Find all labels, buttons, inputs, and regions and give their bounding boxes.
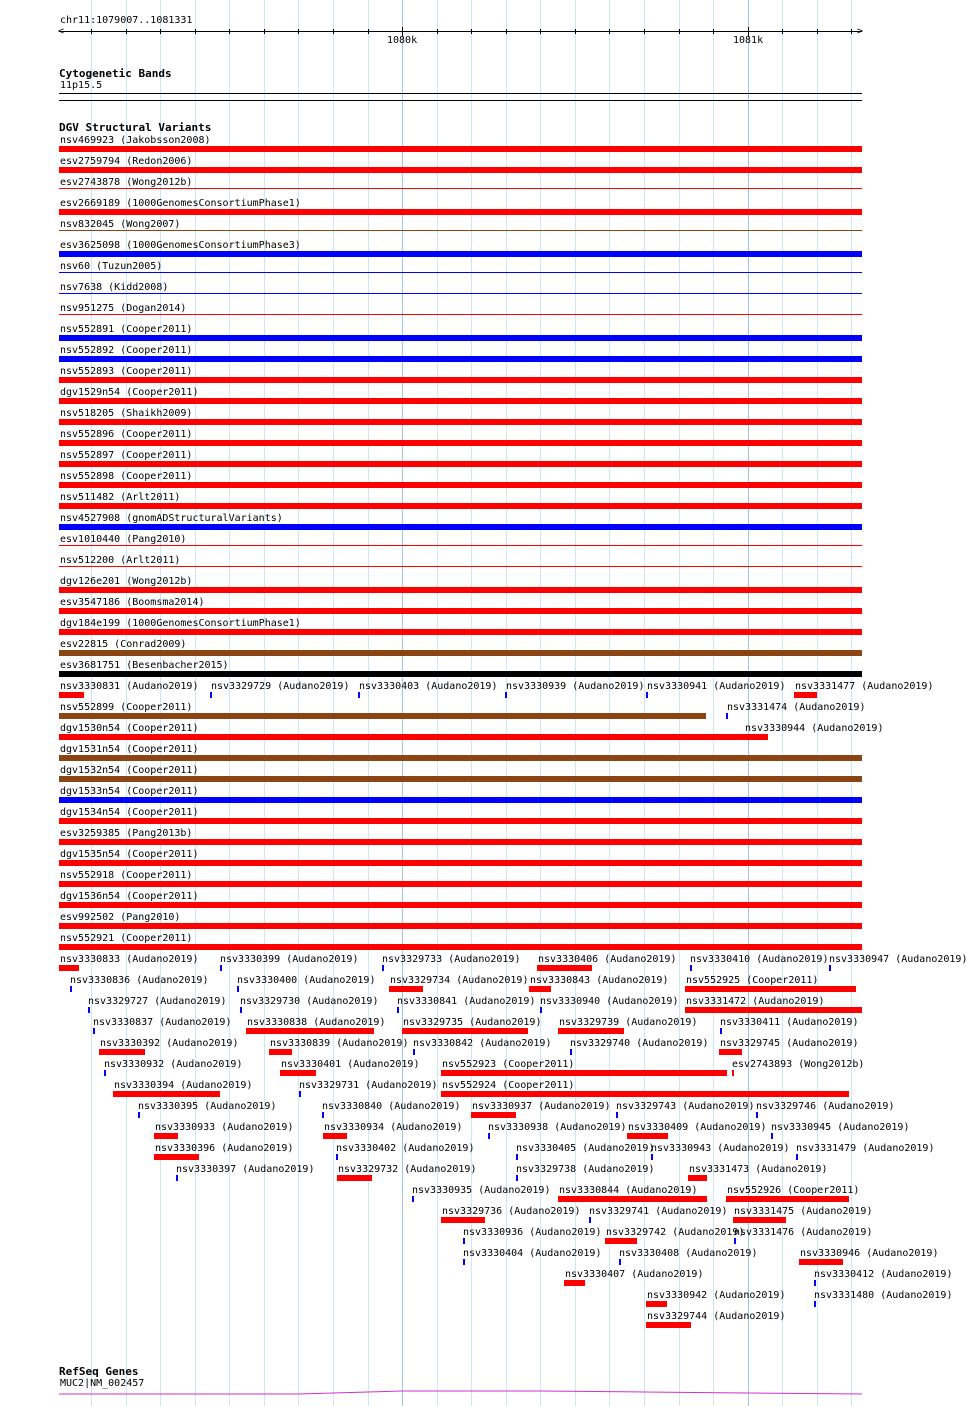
variant-label: nsv3329732 (Audano2019) xyxy=(338,1164,477,1175)
variant-label: nsv3330407 (Audano2019) xyxy=(565,1269,704,1280)
variant-label: dgv1532n54 (Cooper2011) xyxy=(60,765,199,776)
ruler-tick xyxy=(437,29,438,34)
variant-bar[interactable] xyxy=(59,356,862,362)
variant-bar[interactable] xyxy=(299,1091,301,1097)
variant-label: esv22815 (Conrad2009) xyxy=(60,639,187,650)
ruler-tick xyxy=(713,29,714,34)
variant-bar[interactable] xyxy=(59,692,84,698)
variant-bar[interactable] xyxy=(627,1133,668,1139)
variant-bar[interactable] xyxy=(59,650,862,656)
ruler-tick xyxy=(575,29,576,34)
variant-label: nsv3330833 (Audano2019) xyxy=(60,954,199,965)
variant-bar[interactable] xyxy=(646,1322,691,1328)
variant-bar[interactable] xyxy=(651,1154,653,1160)
variant-label: nsv3330402 (Audano2019) xyxy=(336,1143,475,1154)
variant-bar[interactable] xyxy=(59,440,862,446)
variant-bar[interactable] xyxy=(59,965,79,971)
variant-label: nsv3330831 (Audano2019) xyxy=(60,681,199,692)
ruler-tick xyxy=(471,29,472,34)
variant-label: nsv552923 (Cooper2011) xyxy=(442,1059,575,1070)
ruler-tick xyxy=(264,29,265,34)
variant-label: esv2669189 (1000GenomesConsortiumPhase1) xyxy=(60,198,301,209)
variant-label: nsv552898 (Cooper2011) xyxy=(60,471,193,482)
ruler-tick xyxy=(782,29,783,34)
variant-label: nsv3330408 (Audano2019) xyxy=(619,1248,758,1259)
variant-label: nsv3330412 (Audano2019) xyxy=(814,1269,953,1280)
variant-bar[interactable] xyxy=(570,1049,572,1055)
variant-label: nsv552921 (Cooper2011) xyxy=(60,933,193,944)
variant-label: nsv3330405 (Audano2019) xyxy=(516,1143,655,1154)
variant-bar[interactable] xyxy=(154,1154,199,1160)
variant-bar[interactable] xyxy=(564,1280,585,1286)
gene-line xyxy=(59,1391,862,1394)
variant-label: esv1010440 (Pang2010) xyxy=(60,534,187,545)
refseq-track-title: RefSeq Genes xyxy=(59,1365,139,1378)
variant-label: nsv832045 (Wong2007) xyxy=(60,219,181,230)
variant-label: nsv3330937 (Audano2019) xyxy=(472,1101,611,1112)
variant-label: esv992502 (Pang2010) xyxy=(60,912,181,923)
variant-bar[interactable] xyxy=(733,1217,786,1223)
variant-label: esv3547186 (Boomsma2014) xyxy=(60,597,205,608)
variant-bar[interactable] xyxy=(113,1091,220,1097)
variant-bar[interactable] xyxy=(246,1028,374,1034)
variant-bar[interactable] xyxy=(488,1133,490,1139)
variant-bar[interactable] xyxy=(794,692,817,698)
variant-bar[interactable] xyxy=(646,692,648,698)
variant-bar[interactable] xyxy=(59,608,862,614)
variant-bar[interactable] xyxy=(402,1028,528,1034)
variant-label: nsv3329729 (Audano2019) xyxy=(211,681,350,692)
variant-bar[interactable] xyxy=(389,986,423,992)
ruler-tick-label: 1080k xyxy=(387,35,418,46)
variant-bar[interactable] xyxy=(529,986,551,992)
variant-bar[interactable] xyxy=(441,1091,849,1097)
variant-bar[interactable] xyxy=(93,1028,95,1034)
variant-label: nsv3330394 (Audano2019) xyxy=(114,1080,253,1091)
variant-bar[interactable] xyxy=(505,692,507,698)
variant-label: nsv3330838 (Audano2019) xyxy=(247,1017,386,1028)
variant-bar[interactable] xyxy=(796,1154,798,1160)
variant-label: nsv552897 (Cooper2011) xyxy=(60,450,193,461)
variant-label: nsv469923 (Jakobsson2008) xyxy=(60,135,211,146)
ruler-tick xyxy=(298,29,299,34)
refseq-gene-label: MUC2|NM_002457 xyxy=(60,1378,145,1389)
variant-label: nsv3331479 (Audano2019) xyxy=(796,1143,935,1154)
cytoband-label: 11p15.5 xyxy=(60,80,103,91)
ruler-tick xyxy=(506,29,507,34)
variant-label: nsv3329735 (Audano2019) xyxy=(403,1017,542,1028)
ruler-tick xyxy=(540,29,541,34)
variant-bar[interactable] xyxy=(154,1133,178,1139)
variant-bar[interactable] xyxy=(59,839,862,845)
variant-label: nsv3330409 (Audano2019) xyxy=(628,1122,767,1133)
refseq-gene-line[interactable] xyxy=(0,1386,890,1398)
variant-bar[interactable] xyxy=(59,881,862,887)
variant-label: esv2743893 (Wong2012b) xyxy=(732,1059,865,1070)
variant-bar[interactable] xyxy=(471,1112,516,1118)
variant-bar[interactable] xyxy=(732,1070,734,1076)
variant-label: nsv3330406 (Audano2019) xyxy=(538,954,677,965)
variant-label: dgv1534n54 (Cooper2011) xyxy=(60,807,199,818)
variant-bar[interactable] xyxy=(88,1007,90,1013)
variant-label: nsv3331477 (Audano2019) xyxy=(795,681,934,692)
variant-bar[interactable] xyxy=(59,398,862,404)
variant-label: nsv552899 (Cooper2011) xyxy=(60,702,193,713)
variant-label: nsv511482 (Arlt2011) xyxy=(60,492,181,503)
ruler-arrow-right-icon: > xyxy=(857,26,864,37)
ruler-tick-label: 1081k xyxy=(733,35,764,46)
variant-bar[interactable] xyxy=(322,1112,324,1118)
variant-label: nsv3329746 (Audano2019) xyxy=(756,1101,895,1112)
variant-bar[interactable] xyxy=(744,734,768,740)
ruler-tick xyxy=(817,29,818,34)
variant-label: dgv1531n54 (Cooper2011) xyxy=(60,744,199,755)
variant-bar[interactable] xyxy=(720,1028,722,1034)
variant-bar[interactable] xyxy=(771,1133,773,1139)
variant-bar[interactable] xyxy=(558,1196,707,1202)
variant-label: esv3625098 (1000GenomesConsortiumPhase3) xyxy=(60,240,301,251)
variant-label: nsv552891 (Cooper2011) xyxy=(60,324,193,335)
variant-bar[interactable] xyxy=(59,944,862,950)
variant-label: nsv3330397 (Audano2019) xyxy=(176,1164,315,1175)
variant-label: nsv3329744 (Audano2019) xyxy=(647,1311,786,1322)
variant-label: nsv3330395 (Audano2019) xyxy=(138,1101,277,1112)
variant-bar[interactable] xyxy=(616,1112,618,1118)
variant-label: nsv3329741 (Audano2019) xyxy=(589,1206,728,1217)
variant-label: nsv3330837 (Audano2019) xyxy=(93,1017,232,1028)
cytoband-band[interactable] xyxy=(59,93,862,94)
variant-bar[interactable] xyxy=(59,524,862,530)
variant-bar[interactable] xyxy=(413,1049,415,1055)
variant-bar[interactable] xyxy=(589,1217,591,1223)
variant-label: nsv552896 (Cooper2011) xyxy=(60,429,193,440)
variant-bar[interactable] xyxy=(70,986,72,992)
variant-bar[interactable] xyxy=(59,629,862,635)
variant-label: nsv3330947 (Audano2019) xyxy=(829,954,967,965)
variant-bar[interactable] xyxy=(688,1175,707,1181)
variant-label: nsv3331473 (Audano2019) xyxy=(689,1164,828,1175)
variant-label: nsv3330945 (Audano2019) xyxy=(771,1122,910,1133)
variant-label: esv2743878 (Wong2012b) xyxy=(60,177,193,188)
variant-label: nsv3329738 (Audano2019) xyxy=(516,1164,655,1175)
ruler-tick xyxy=(679,29,680,34)
variant-bar[interactable] xyxy=(59,671,862,677)
ruler-tick xyxy=(644,29,645,34)
ruler-tick xyxy=(229,29,230,34)
variant-label: nsv3330399 (Audano2019) xyxy=(220,954,359,965)
variant-bar[interactable] xyxy=(59,797,862,803)
variant-label: nsv3329736 (Audano2019) xyxy=(442,1206,581,1217)
variant-bar[interactable] xyxy=(269,1049,292,1055)
variant-label: nsv3330932 (Audano2019) xyxy=(104,1059,243,1070)
variant-bar[interactable] xyxy=(59,503,862,509)
variant-label: nsv3330936 (Audano2019) xyxy=(463,1227,602,1238)
variant-bar[interactable] xyxy=(138,1112,140,1118)
variant-label: nsv3329731 (Audano2019) xyxy=(299,1080,438,1091)
variant-bar[interactable] xyxy=(323,1133,347,1139)
variant-label: nsv3329727 (Audano2019) xyxy=(88,996,227,1007)
variant-label: nsv3330400 (Audano2019) xyxy=(237,975,376,986)
variant-bar[interactable] xyxy=(726,713,728,719)
variant-bar[interactable] xyxy=(59,188,862,189)
variant-label: dgv1536n54 (Cooper2011) xyxy=(60,891,199,902)
variant-bar[interactable] xyxy=(537,965,592,971)
ruler-tick xyxy=(609,29,610,34)
variant-bar[interactable] xyxy=(558,1028,624,1034)
variant-label: nsv3330396 (Audano2019) xyxy=(155,1143,294,1154)
variant-label: nsv3330940 (Audano2019) xyxy=(540,996,679,1007)
variant-bar[interactable] xyxy=(829,965,831,971)
variant-bar[interactable] xyxy=(59,587,862,593)
variant-bar[interactable] xyxy=(59,335,862,341)
variant-label: dgv126e201 (Wong2012b) xyxy=(60,576,193,587)
variant-label: nsv3331475 (Audano2019) xyxy=(734,1206,873,1217)
variant-bar[interactable] xyxy=(734,1238,736,1244)
ruler-tick xyxy=(195,29,196,34)
variant-label: nsv3330938 (Audano2019) xyxy=(488,1122,627,1133)
variant-bar[interactable] xyxy=(59,272,862,273)
variant-bar[interactable] xyxy=(59,902,862,908)
variant-bar[interactable] xyxy=(59,314,862,315)
variant-label: nsv3330411 (Audano2019) xyxy=(720,1017,859,1028)
variant-label: nsv512200 (Arlt2011) xyxy=(60,555,181,566)
variant-bar[interactable] xyxy=(685,1007,862,1013)
variant-bar[interactable] xyxy=(397,1007,399,1013)
variant-label: dgv1530n54 (Cooper2011) xyxy=(60,723,199,734)
variant-bar[interactable] xyxy=(358,692,360,698)
variant-label: nsv3330939 (Audano2019) xyxy=(506,681,645,692)
variant-label: nsv3330401 (Audano2019) xyxy=(281,1059,420,1070)
variant-label: nsv3330841 (Audano2019) xyxy=(397,996,536,1007)
variant-label: dgv1533n54 (Cooper2011) xyxy=(60,786,199,797)
variant-label: dgv1529n54 (Cooper2011) xyxy=(60,387,199,398)
variant-label: nsv3330946 (Audano2019) xyxy=(800,1248,939,1259)
variant-label: nsv3329745 (Audano2019) xyxy=(720,1038,859,1049)
variant-label: nsv3331480 (Audano2019) xyxy=(814,1290,953,1301)
variant-bar[interactable] xyxy=(463,1238,465,1244)
variant-bar[interactable] xyxy=(619,1259,621,1265)
variant-bar[interactable] xyxy=(412,1196,414,1202)
variant-bar[interactable] xyxy=(59,818,862,824)
variant-bar[interactable] xyxy=(59,293,862,294)
variant-bar[interactable] xyxy=(59,566,862,567)
variant-bar[interactable] xyxy=(59,776,862,782)
variant-bar[interactable] xyxy=(99,1049,145,1055)
variant-label: nsv552918 (Cooper2011) xyxy=(60,870,193,881)
variant-bar[interactable] xyxy=(280,1070,316,1076)
variant-bar[interactable] xyxy=(690,965,692,971)
variant-bar[interactable] xyxy=(59,482,862,488)
ruler-tick xyxy=(368,29,369,34)
ruler-tick xyxy=(333,29,334,34)
variant-bar[interactable] xyxy=(59,251,862,257)
variant-label: nsv3331476 (Audano2019) xyxy=(734,1227,873,1238)
variant-bar[interactable] xyxy=(756,1112,758,1118)
variant-label: nsv3330934 (Audano2019) xyxy=(324,1122,463,1133)
variant-label: dgv1535n54 (Cooper2011) xyxy=(60,849,199,860)
variant-bar[interactable] xyxy=(59,734,744,740)
ruler-line xyxy=(59,31,862,32)
variant-label: nsv3329733 (Audano2019) xyxy=(382,954,521,965)
variant-label: dgv184e199 (1000GenomesConsortiumPhase1) xyxy=(60,618,301,629)
variant-bar[interactable] xyxy=(59,545,862,546)
variant-label: nsv3330839 (Audano2019) xyxy=(270,1038,409,1049)
variant-label: nsv3329734 (Audano2019) xyxy=(390,975,529,986)
variant-bar[interactable] xyxy=(441,1070,727,1076)
variant-bar[interactable] xyxy=(176,1175,178,1181)
variant-label: nsv3330933 (Audano2019) xyxy=(155,1122,294,1133)
variant-label: esv3259385 (Pang2013b) xyxy=(60,828,193,839)
variant-label: nsv3330404 (Audano2019) xyxy=(463,1248,602,1259)
variant-bar[interactable] xyxy=(104,1070,106,1076)
variant-bar[interactable] xyxy=(726,1196,849,1202)
variant-label: nsv3330935 (Audano2019) xyxy=(412,1185,551,1196)
variant-label: nsv3330942 (Audano2019) xyxy=(647,1290,786,1301)
variant-bar[interactable] xyxy=(59,377,862,383)
ruler-tick xyxy=(851,29,852,34)
variant-bar[interactable] xyxy=(59,461,862,467)
dgv-track-title: DGV Structural Variants xyxy=(59,121,212,134)
variant-bar[interactable] xyxy=(240,1007,242,1013)
variant-bar[interactable] xyxy=(646,1301,667,1307)
variant-label: nsv3331472 (Audano2019) xyxy=(686,996,825,1007)
variant-bar[interactable] xyxy=(441,1217,485,1223)
variant-label: nsv4527908 (gnomADStructuralVariants) xyxy=(60,513,283,524)
ruler-tick xyxy=(126,29,127,34)
location-label: chr11:1079007..1081331 xyxy=(60,15,193,26)
variant-bar[interactable] xyxy=(516,1154,518,1160)
variant-label: nsv3330843 (Audano2019) xyxy=(530,975,669,986)
cytoband-track-title: Cytogenetic Bands xyxy=(59,67,172,80)
variant-bar[interactable] xyxy=(59,713,706,719)
variant-bar[interactable] xyxy=(605,1238,637,1244)
variant-label: nsv3330943 (Audano2019) xyxy=(651,1143,790,1154)
variant-bar[interactable] xyxy=(382,965,384,971)
variant-bar[interactable] xyxy=(799,1259,843,1265)
variant-label: esv2759794 (Redon2006) xyxy=(60,156,193,167)
variant-label: nsv3330410 (Audano2019) xyxy=(690,954,829,965)
variant-label: nsv3329739 (Audano2019) xyxy=(559,1017,698,1028)
variant-bar[interactable] xyxy=(516,1175,518,1181)
variant-bar[interactable] xyxy=(719,1049,742,1055)
variant-bar[interactable] xyxy=(59,167,862,173)
variant-label: nsv3330840 (Audano2019) xyxy=(322,1101,461,1112)
ruler-arrow-left-icon: < xyxy=(58,26,65,37)
variant-bar[interactable] xyxy=(337,1175,372,1181)
variant-bar[interactable] xyxy=(59,230,862,231)
variant-label: nsv552926 (Cooper2011) xyxy=(727,1185,860,1196)
variant-label: nsv3330392 (Audano2019) xyxy=(100,1038,239,1049)
variant-label: nsv3329730 (Audano2019) xyxy=(240,996,379,1007)
variant-label: nsv3330944 (Audano2019) xyxy=(745,723,884,734)
variant-label: nsv552924 (Cooper2011) xyxy=(442,1080,575,1091)
variant-label: nsv3331474 (Audano2019) xyxy=(727,702,866,713)
variant-label: nsv951275 (Dogan2014) xyxy=(60,303,187,314)
variant-label: nsv3330403 (Audano2019) xyxy=(359,681,498,692)
variant-label: nsv3330842 (Audano2019) xyxy=(413,1038,552,1049)
variant-label: nsv3329743 (Audano2019) xyxy=(616,1101,755,1112)
variant-label: nsv3329742 (Audano2019) xyxy=(606,1227,745,1238)
variant-label: nsv552893 (Cooper2011) xyxy=(60,366,193,377)
variant-label: nsv7638 (Kidd2008) xyxy=(60,282,169,293)
variant-label: nsv552892 (Cooper2011) xyxy=(60,345,193,356)
variant-bar[interactable] xyxy=(59,209,862,215)
variant-label: nsv3330836 (Audano2019) xyxy=(70,975,209,986)
track-separator xyxy=(59,100,862,101)
variant-bar[interactable] xyxy=(220,965,222,971)
variant-bar[interactable] xyxy=(237,986,239,992)
variant-bar[interactable] xyxy=(210,692,212,698)
variant-bar[interactable] xyxy=(336,1154,338,1160)
variant-bar[interactable] xyxy=(59,860,862,866)
variant-label: nsv3329740 (Audano2019) xyxy=(570,1038,709,1049)
variant-bar[interactable] xyxy=(814,1301,816,1307)
variant-bar[interactable] xyxy=(814,1280,816,1286)
ruler-tick xyxy=(160,29,161,34)
ruler-tick xyxy=(91,29,92,34)
variant-label: nsv552925 (Cooper2011) xyxy=(686,975,819,986)
variant-bar[interactable] xyxy=(685,986,856,992)
variant-bar[interactable] xyxy=(59,923,862,929)
variant-label: nsv3330844 (Audano2019) xyxy=(559,1185,698,1196)
variant-bar[interactable] xyxy=(59,419,862,425)
variant-bar[interactable] xyxy=(59,755,862,761)
variant-label: nsv60 (Tuzun2005) xyxy=(60,261,163,272)
variant-bar[interactable] xyxy=(540,1007,542,1013)
variant-bar[interactable] xyxy=(463,1259,465,1265)
variant-label: esv3681751 (Besenbacher2015) xyxy=(60,660,229,671)
variant-bar[interactable] xyxy=(59,146,862,152)
variant-label: nsv518205 (Shaikh2009) xyxy=(60,408,193,419)
variant-label: nsv3330941 (Audano2019) xyxy=(647,681,786,692)
